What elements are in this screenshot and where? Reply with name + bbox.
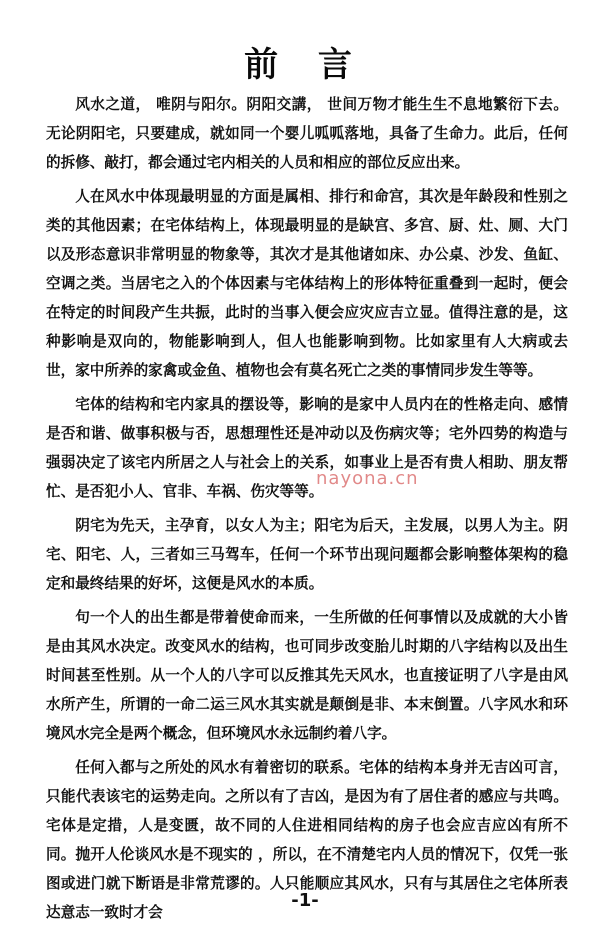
paragraph-2: 人在风水中体现最明显的方面是属相、排行和命宫，其次是年龄段和性别之类的其他因素；在宅体结构上，体现最明显的是缺宫、多宫、厨、灶、厕、大门以及形态意识非常明显的物象等，其次才是其他诸如床、办公桌、沙发、鱼缸、空调之类。当居宅之入的个体因素与宅体结构上的形体特征重叠到一起时，便会在特定的时间段产生共振，此时的当事入便会应灾应吉立显。值得注意的是，这种影响是双向的，物能影响到人，但人也能影响到物。比如家里有人大病或去世，家中所养的家禽或金鱼、植物也会有莫名死亡之类的事情同步发生等等。	[46, 188, 568, 379]
body-text	[46, 90, 568, 932]
page-title: 前 言	[244, 45, 366, 85]
paragraph-4: 阴宅为先天，主孕育，以女人为主；阳宅为后天，主发展，以男人为主。阴宅、阳宅、人，三者如三马驾车，任何一个环节出现问题都会影响整体架构的稳定和最终结果的好坏，这便是风水的本质。	[46, 517, 568, 592]
watermark: nayona.cn	[316, 468, 419, 489]
paragraph-3: 宅体的结构和宅内家具的摆设等，影响的是家中人员内在的性格走向、感情是否和谐、做事积极与否，思想理性还是冲动以及伤病灾等；宅外四势的构造与强弱决定了该宅内所居之人与社会上的关系，如事业上是否有贵人相助、朋友帮忙、是否犯小人、官非、车祸、伤灾等等。	[46, 396, 568, 500]
paragraph-5: 句一个人的出生都是带着使命而来，一生所做的任何事情以及成就的大小皆是由其风水决定。改变风水的结构，也可同步改变胎儿时期的八字结构以及出生时间甚至性别。从一个人的八字可以反推其先天风水，也直接证明了八字是由风水所产生，所谓的一命二运三风水其实就是颠倒是非、本末倒置。八字风水和环境风水完全是两个概念，但环境风水永远制约着八字。	[46, 609, 568, 742]
paragraph-6: 任何入都与之所处的风水有着密切的联系。宅体的结构本身并无吉凶可言， 只能代表该宅的运势走向。之所以有了吉凶，是因为有了居住者的感应与共鸣。 宅体是定措，人是变匮，故不同的人住进相同结构的房子也会应吉应凶有所不同。抛开人伦谈风水是不现实的 ，所以，在不清楚宅内人员的情况下，仅凭一张图或进门就下断语是非常荒谬的。人只能顺应其风水，只有与其居住之宅体所表达意志一致时才会	[46, 759, 568, 921]
paragraph-1: 风水之道， 唯阴与阳尔。阴阳交講， 世间万物才能生生不息地繁衍下去。 无论阴阳宅，只要建成，就如同一个婴儿呱呱落地，具备了生命力。此后，任何的拆修、敲打，都会通过宅内相关的人员和相应的部位反应出来。	[46, 96, 568, 171]
page-number: -1-	[291, 890, 319, 911]
